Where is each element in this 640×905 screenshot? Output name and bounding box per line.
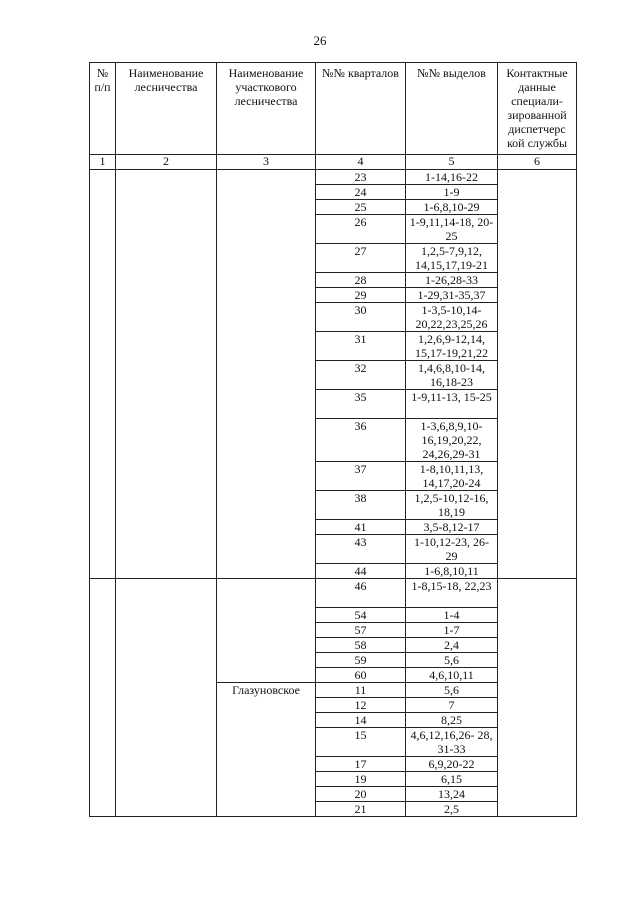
plot-numbers-cell: 1-14,16-22 xyxy=(406,170,498,185)
table-row xyxy=(90,579,577,608)
quarter-number-cell: 14 xyxy=(316,713,406,728)
number-cell xyxy=(90,579,116,817)
quarter-number-cell: 11 xyxy=(316,683,406,698)
column-index: 4 xyxy=(316,155,406,170)
quarter-number-cell: 28 xyxy=(316,273,406,288)
column-index: 2 xyxy=(116,155,217,170)
plot-numbers-cell: 1,2,5-7,9,12, 14,15,17,19-21 xyxy=(406,244,498,273)
column-index: 1 xyxy=(90,155,116,170)
forestry-cell xyxy=(116,579,217,817)
district-cell xyxy=(217,170,316,579)
header-cell-forestry: Наименование лесничества xyxy=(116,63,217,155)
header-cell-district-forestry: Наименование участкового лесничества xyxy=(217,63,316,155)
plot-numbers-cell: 1-9,11-13, 15-25 xyxy=(406,390,498,419)
quarter-number-cell: 36 xyxy=(316,419,406,462)
quarter-number-cell: 19 xyxy=(316,772,406,787)
quarter-number-cell: 43 xyxy=(316,535,406,564)
plot-numbers-cell: 1-26,28-33 xyxy=(406,273,498,288)
quarter-number-cell: 54 xyxy=(316,608,406,623)
plot-numbers-cell: 5,6 xyxy=(406,653,498,668)
quarter-number-cell: 17 xyxy=(316,757,406,772)
plot-numbers-cell: 6,15 xyxy=(406,772,498,787)
forestry-cell xyxy=(116,170,217,579)
quarter-number-cell: 35 xyxy=(316,390,406,419)
number-cell xyxy=(90,170,116,579)
quarter-number-cell: 57 xyxy=(316,623,406,638)
plot-numbers-cell: 1,4,6,8,10-14, 16,18-23 xyxy=(406,361,498,390)
quarter-number-cell: 44 xyxy=(316,564,406,579)
plot-numbers-cell: 1-9 xyxy=(406,185,498,200)
table-row xyxy=(90,170,577,185)
district-name-cell: Глазуновское xyxy=(217,683,316,817)
quarter-number-cell: 59 xyxy=(316,653,406,668)
quarter-number-cell: 27 xyxy=(316,244,406,273)
plot-numbers-cell: 2,5 xyxy=(406,802,498,817)
quarter-number-cell: 29 xyxy=(316,288,406,303)
plot-numbers-cell: 6,9,20-22 xyxy=(406,757,498,772)
plot-numbers-cell: 2,4 xyxy=(406,638,498,653)
plot-numbers-cell: 5,6 xyxy=(406,683,498,698)
column-index: 5 xyxy=(406,155,498,170)
plot-numbers-cell: 1-6,8,10,11 xyxy=(406,564,498,579)
quarter-number-cell: 12 xyxy=(316,698,406,713)
quarter-number-cell: 26 xyxy=(316,215,406,244)
quarter-number-cell: 38 xyxy=(316,491,406,520)
quarter-number-cell: 23 xyxy=(316,170,406,185)
column-index: 3 xyxy=(217,155,316,170)
plot-numbers-cell: 13,24 xyxy=(406,787,498,802)
quarter-number-cell: 21 xyxy=(316,802,406,817)
column-index-row xyxy=(90,155,577,170)
contacts-cell xyxy=(498,579,577,817)
quarter-number-cell: 24 xyxy=(316,185,406,200)
page-number: 26 xyxy=(313,33,327,48)
quarter-number-cell: 46 xyxy=(316,579,406,608)
header-cell-contacts: Контактные данные специали-зированной диспетчерс кой службы xyxy=(498,63,577,155)
quarter-number-cell: 15 xyxy=(316,728,406,757)
plot-numbers-cell: 1-3,5-10,14- 20,22,23,25,26 xyxy=(406,303,498,332)
header-row xyxy=(90,63,577,155)
plot-numbers-cell: 1-3,6,8,9,10- 16,19,20,22, 24,26,29-31 xyxy=(406,419,498,462)
contacts-cell xyxy=(498,170,577,579)
plot-numbers-cell: 4,6,12,16,26- 28, 31-33 xyxy=(406,728,498,757)
column-index: 6 xyxy=(498,155,577,170)
plot-numbers-cell: 1-7 xyxy=(406,623,498,638)
quarter-number-cell: 20 xyxy=(316,787,406,802)
plot-numbers-cell: 7 xyxy=(406,698,498,713)
header-cell-plots: №№ выделов xyxy=(406,63,498,155)
plot-numbers-cell: 1-8,10,11,13, 14,17,20-24 xyxy=(406,462,498,491)
plot-numbers-cell: 1-10,12-23, 26- 29 xyxy=(406,535,498,564)
plot-numbers-cell: 1-9,11,14-18, 20-25 xyxy=(406,215,498,244)
plot-numbers-cell: 4,6,10,11 xyxy=(406,668,498,683)
quarter-number-cell: 60 xyxy=(316,668,406,683)
forest-quarters-table xyxy=(89,62,577,817)
quarter-number-cell: 37 xyxy=(316,462,406,491)
plot-numbers-cell: 1-8,15-18, 22,23 xyxy=(406,579,498,608)
quarter-number-cell: 31 xyxy=(316,332,406,361)
quarter-number-cell: 25 xyxy=(316,200,406,215)
header-cell-quarters: №№ кварталов xyxy=(316,63,406,155)
plot-numbers-cell: 1-29,31-35,37 xyxy=(406,288,498,303)
quarter-number-cell: 41 xyxy=(316,520,406,535)
plot-numbers-cell: 1,2,5-10,12-16, 18,19 xyxy=(406,491,498,520)
plot-numbers-cell: 3,5-8,12-17 xyxy=(406,520,498,535)
quarter-number-cell: 32 xyxy=(316,361,406,390)
quarter-number-cell: 30 xyxy=(316,303,406,332)
quarter-number-cell: 58 xyxy=(316,638,406,653)
header-cell-number: № п/п xyxy=(90,63,116,155)
plot-numbers-cell: 1-4 xyxy=(406,608,498,623)
plot-numbers-cell: 8,25 xyxy=(406,713,498,728)
plot-numbers-cell: 1-6,8,10-29 xyxy=(406,200,498,215)
plot-numbers-cell: 1,2,6,9-12,14, 15,17-19,21,22 xyxy=(406,332,498,361)
district-cell xyxy=(217,579,316,683)
